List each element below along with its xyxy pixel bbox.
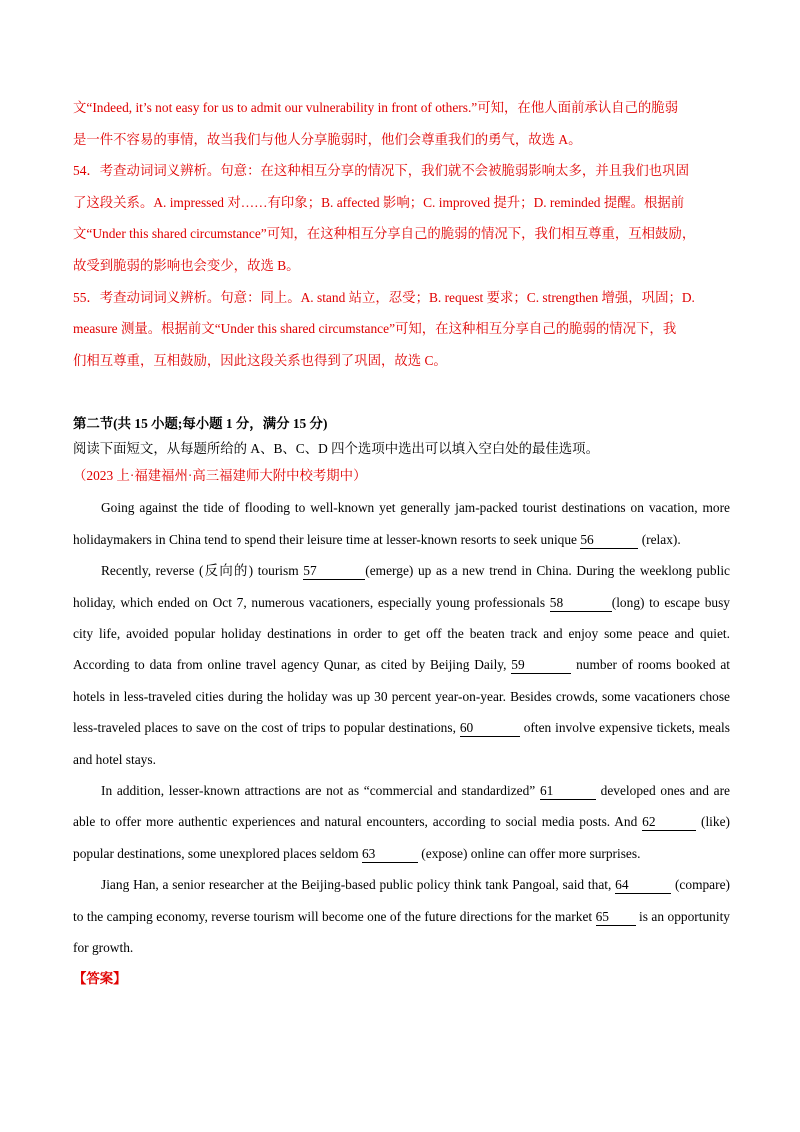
- passage-text: Going against the tide of flooding to well-known yet generally jam-packed tourist destinations on vacation, more holidaymakers in China tend to spend their leisure time at lesser-known resorts to seek unique: [73, 500, 730, 547]
- explanation-line: 是一件不容易的事情，故当我们与他人分享脆弱时，他们会尊重我们的勇气，故选 A。: [73, 131, 582, 147]
- passage-paragraph-1: [73, 492, 730, 555]
- explanation-line: 了这段关系。A. impressed 对……有印象；B. affected 影响；C. improved 提升；D. reminded 提醒。根据前: [73, 194, 685, 210]
- passage-text: (like) popular destinations, some unexplored places seldom: [73, 814, 730, 861]
- passage-paragraph-4: [73, 869, 730, 963]
- explanation-line: 文“Under this shared circumstance”可知，在这种相互分享自己的脆弱的情况下，我们相互尊重，互相鼓励，: [73, 226, 696, 242]
- passage-text: Jiang Han, a senior researcher at the Beijing-based public policy think tank Pangoal, said that,: [101, 877, 616, 893]
- answer-key-label: 【答案】: [73, 971, 127, 987]
- explanation-line: 文“Indeed, it’s not easy for us to admit our vulnerability in front of others.”可知，在他人面前承认自己的脆弱: [73, 100, 679, 115]
- answer-explanations: [73, 92, 730, 376]
- passage-text: is an opportunity for growth.: [73, 908, 730, 956]
- document-page: [73, 92, 730, 991]
- passage-text: (expose) online can offer more surprises.: [417, 845, 641, 861]
- blank-60: 60: [460, 720, 520, 737]
- explanation-line: measure 测量。根据前文“Under this shared circumstance”可知，在这种相互分享自己的脆弱的情况下，我: [73, 321, 677, 337]
- passage-text: Recently, reverse (反向的) tourism: [101, 563, 304, 579]
- section-title: 第二节(共 15 小题;每小题 1 分，满分 15 分): [73, 416, 328, 432]
- passage-text: often involve expensive tickets, meals and hotel stays.: [73, 720, 730, 767]
- passage-text: developed ones and are able to offer more authentic experiences and natural encounters, according to social media posts. And: [73, 783, 730, 830]
- passage-paragraph-2: [73, 555, 730, 775]
- passage-text: number of rooms booked at hotels in less-traveled cities during the holiday was up 30 percent year-on-year. Besides crowds, some vacationers chose less-traveled places to save on the cost of trips to popular destinations,: [73, 657, 730, 736]
- blank-56: 56: [580, 532, 638, 549]
- passage-paragraph-3: [73, 775, 730, 869]
- blank-59: 59: [511, 657, 571, 674]
- passage-text: In addition, lesser-known attractions are not as “commercial and standardized”: [101, 783, 540, 798]
- passage-text: (relax).: [638, 531, 681, 547]
- section-instruction: 阅读下面短文，从每题所给的 A、B、C、D 四个选项中选出可以填入空白处的最佳选项。: [73, 441, 599, 457]
- explanation-line: 55．考查动词词义辨析。句意：同上。A. stand 站立，忍受；B. request 要求；C. strengthen 增强，巩固；D.: [73, 289, 695, 305]
- explanation-line: 们相互尊重，互相鼓励，因此这段关系也得到了巩固，故选 C。: [73, 352, 447, 368]
- blank-65: 65: [596, 909, 636, 926]
- blank-63: 63: [362, 846, 418, 863]
- passage-text: (compare) to the camping economy, reverse tourism will become one of the future directions for the market: [73, 877, 730, 924]
- explanation-line: 故受到脆弱的影响也会变少，故选 B。: [73, 257, 300, 273]
- cloze-passage: [73, 492, 730, 963]
- passage-text: (long) to escape busy city life, avoided popular holiday destinations in order to get off the beaten track and enjoy some peace and quiet. According to data from online travel agency Qunar, as cited by Beijing Daily,: [73, 594, 731, 673]
- blank-57: 57: [303, 563, 365, 580]
- blank-64: 64: [615, 877, 671, 894]
- explanation-line: 54．考查动词词义辨析。句意：在这种相互分享的情况下，我们就不会被脆弱影响太多，并且我们也巩固: [73, 163, 689, 179]
- blank-62: 62: [642, 814, 696, 831]
- blank-58: 58: [550, 595, 612, 612]
- blank-61: 61: [540, 783, 596, 800]
- passage-text: (emerge) up as a new trend in China. During the weeklong public holiday, which ended on Oct 7, numerous vacationers, especially young professionals: [73, 563, 730, 610]
- question-source: （2023 上·福建福州·高三福建师大附中校考期中）: [73, 468, 367, 484]
